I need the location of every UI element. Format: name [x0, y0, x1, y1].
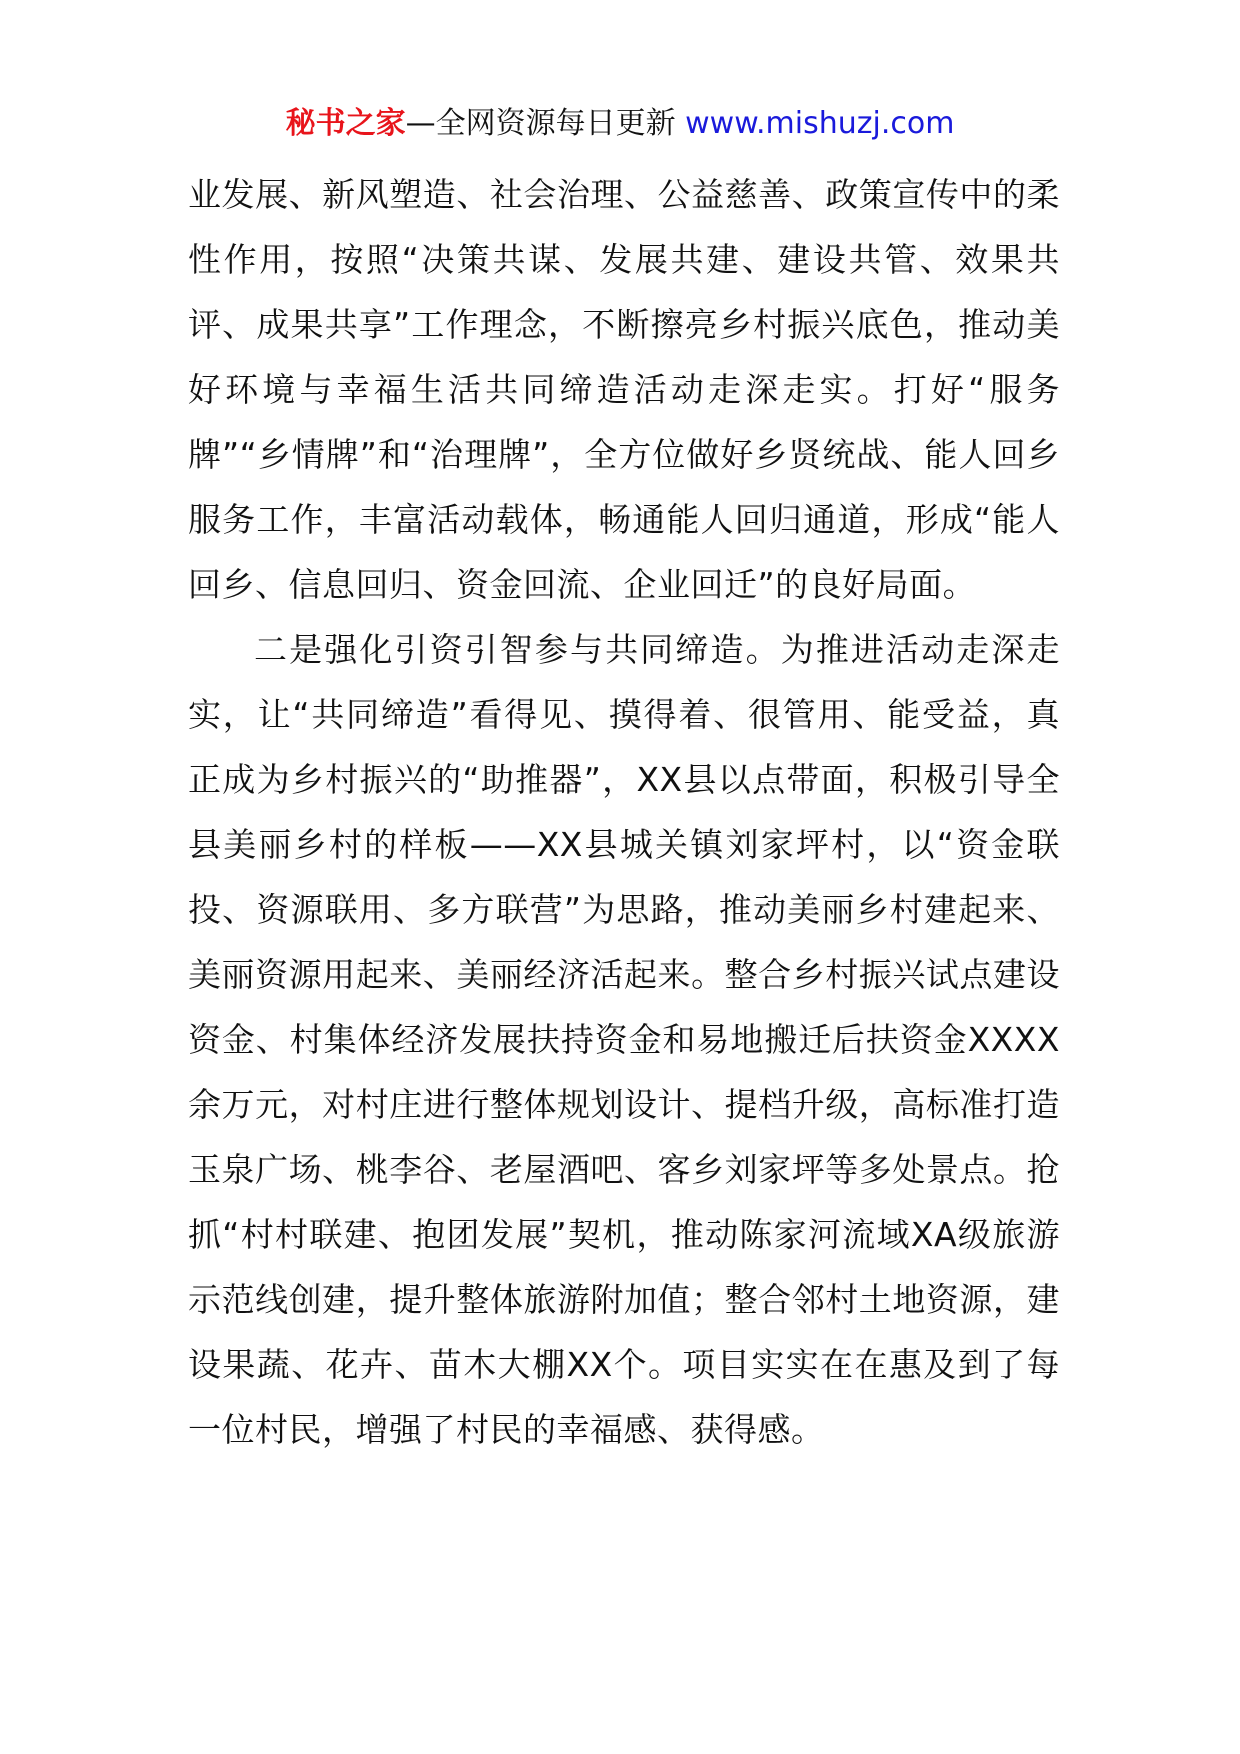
header-url-link[interactable]: www.mishuzj.com — [685, 106, 955, 141]
header-tagline: —全网资源每日更新 — [405, 106, 686, 141]
page-header — [0, 102, 1240, 146]
header-brand: 秘书之家 — [285, 106, 406, 141]
paragraph-1: 业发展、新风塑造、社会治理、公益慈善、政策宣传中的柔性作用，按照“决策共谋、发展共建、建设共管、效果共评、成果共享”工作理念，不断擦亮乡村振兴底色，推动美好环境与幸福生活共同缔造活动走深走实。打好“服务牌”“乡情牌”和“治理牌”，全方位做好乡贤统战、能人回乡服务工作，丰富活动载体，畅通能人回归通道，形成“能人回乡、信息回归、资金回流、企业回迁”的良好局面。 — [188, 175, 1060, 604]
document-body — [188, 162, 1060, 1462]
paragraph-2: 二是强化引资引智参与共同缔造。为推进活动走深走实，让“共同缔造”看得见、摸得着、很管用、能受益，真正成为乡村振兴的“助推器”，XX县以点带面，积极引导全县美丽乡村的样板——XX县城关镇刘家坪村，以“资金联投、资源联用、多方联营”为思路，推动美丽乡村建起来、美丽资源用起来、美丽经济活起来。整合乡村振兴试点建设资金、村集体经济发展扶持资金和易地搬迁后扶资金XXXX余万元，对村庄进行整体规划设计、提档升级，高标准打造玉泉广场、桃李谷、老屋酒吧、客乡刘家坪等多处景点。抢抓“村村联建、抱团发展”契机，推动陈家河流域XA级旅游示范线创建，提升整体旅游附加值；整合邻村土地资源，建设果蔬、花卉、苗木大棚XX个。项目实实在在惠及到了每一位村民，增强了村民的幸福感、获得感。 — [188, 630, 1060, 1449]
